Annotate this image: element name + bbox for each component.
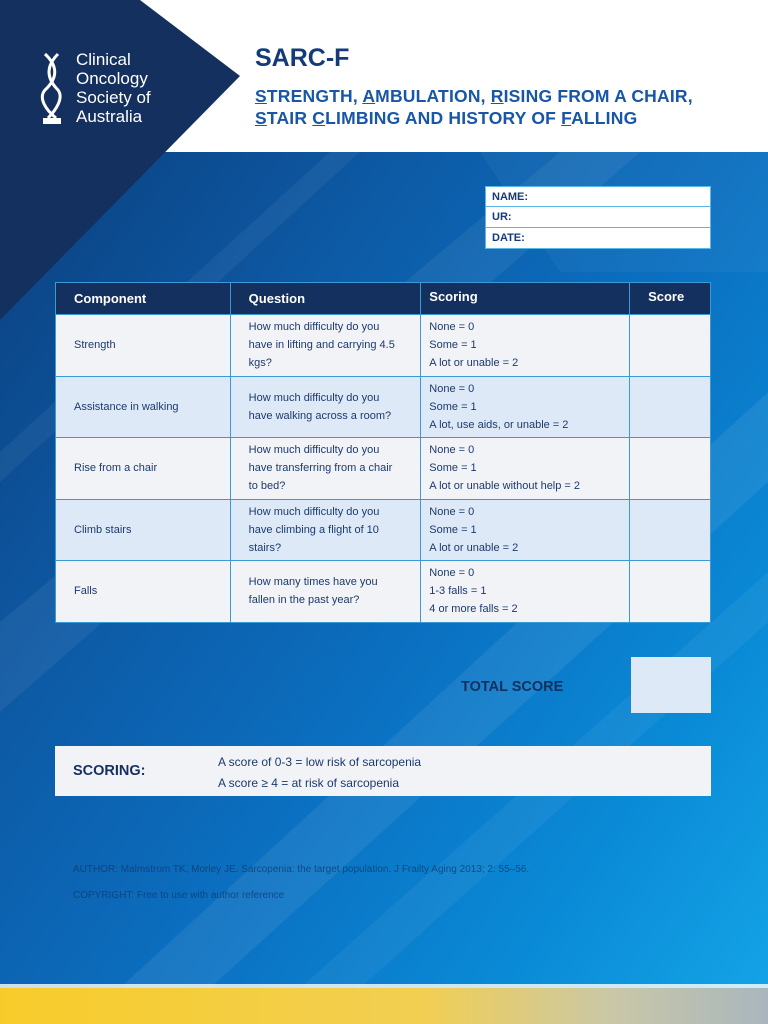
- table-row: [56, 315, 711, 377]
- component-cell: Falls: [56, 561, 231, 623]
- organization-line-4: Australia: [76, 107, 143, 126]
- scoring-option: 1-3 falls = 1: [429, 585, 487, 598]
- table-row: [56, 561, 711, 623]
- scoring-legend: [55, 746, 711, 796]
- score-input-cell[interactable]: [630, 376, 711, 438]
- scoring-option: Some = 1: [429, 523, 477, 536]
- header-component: Component: [56, 283, 231, 315]
- name-field[interactable]: [485, 186, 711, 207]
- author-reference: AUTHOR: Malmstrom TK, Morley JE. Sarcopenia: the target population. J Frailty Aging 2013; 2: 55–56.: [73, 864, 530, 875]
- component-cell: Assistance in walking: [56, 376, 231, 438]
- scoring-option: 4 or more falls = 2: [429, 603, 518, 616]
- ur-field[interactable]: [485, 207, 711, 228]
- logo-icon: [40, 52, 64, 126]
- header-scoring: Scoring: [421, 283, 630, 315]
- table-row: [56, 438, 711, 500]
- table-row: [56, 376, 711, 438]
- copyright-note: COPYRIGHT: Free to use with author reference: [73, 890, 285, 901]
- patient-details-box: [485, 186, 711, 249]
- page-title: SARC-F: [255, 44, 350, 72]
- scoring-cell: [421, 376, 630, 438]
- question-cell: How much difficulty do you have walking across a room?: [230, 376, 421, 438]
- date-label: DATE:: [492, 232, 525, 244]
- score-input-cell[interactable]: [630, 499, 711, 561]
- scoring-option: Some = 1: [429, 462, 477, 475]
- scoring-cell: [421, 561, 630, 623]
- date-field[interactable]: [485, 228, 711, 249]
- ur-label: UR:: [492, 211, 512, 223]
- scoring-rule-low: A score of 0-3 = low risk of sarcopenia: [218, 755, 422, 769]
- scoring-option: A lot or unable without help = 2: [429, 480, 581, 493]
- scoring-cell: [421, 438, 630, 500]
- total-score-label: TOTAL SCORE: [461, 679, 564, 695]
- scoring-label: SCORING:: [73, 763, 146, 779]
- footer-bar: [0, 988, 768, 1024]
- scoring-option: None = 0: [429, 382, 475, 395]
- scoring-cell: [421, 499, 630, 561]
- assessment-table: [55, 282, 711, 623]
- question-cell: How much difficulty do you have in lifting and carrying 4.5 kgs?: [230, 315, 421, 377]
- organization-name: [76, 50, 206, 126]
- scoring-rule-high: A score ≥ 4 = at risk of sarcopenia: [218, 776, 400, 790]
- scoring-option: A lot or unable = 2: [429, 357, 519, 370]
- logo-panel: [0, 0, 240, 320]
- scoring-option: None = 0: [429, 321, 475, 334]
- subtitle-line-2: STAIR CLIMBING AND HISTORY OF FALLING: [255, 108, 638, 128]
- header-score: Score: [630, 283, 711, 315]
- score-input-cell[interactable]: [630, 561, 711, 623]
- scoring-option: Some = 1: [429, 400, 477, 413]
- score-input-cell[interactable]: [630, 438, 711, 500]
- scoring-option: None = 0: [429, 444, 475, 457]
- name-label: NAME:: [492, 190, 529, 203]
- organization-line-1: Clinical: [76, 50, 131, 69]
- question-cell: How much difficulty do you have transferring from a chair to bed?: [230, 438, 421, 500]
- total-score-input[interactable]: [631, 657, 711, 713]
- scoring-option: None = 0: [429, 567, 475, 580]
- question-cell: How much difficulty do you have climbing a flight of 10 stairs?: [230, 499, 421, 561]
- table-header-row: [56, 283, 711, 315]
- scoring-cell: [421, 315, 630, 377]
- table-row: [56, 499, 711, 561]
- header-question: Question: [230, 283, 421, 315]
- scoring-rules: [218, 752, 421, 794]
- question-cell: How many times have you fallen in the past year?: [230, 561, 421, 623]
- component-cell: Strength: [56, 315, 231, 377]
- score-input-cell[interactable]: [630, 315, 711, 377]
- component-cell: Climb stairs: [56, 499, 231, 561]
- organization-line-2: Oncology: [76, 69, 148, 88]
- scoring-option: A lot or unable = 2: [429, 541, 519, 554]
- subtitle-line-1: STRENGTH, AMBULATION, RISING FROM A CHAIR,: [255, 86, 693, 106]
- scoring-option: None = 0: [429, 505, 475, 518]
- scoring-option: A lot, use aids, or unable = 2: [429, 418, 569, 431]
- scoring-option: Some = 1: [429, 339, 477, 352]
- component-cell: Rise from a chair: [56, 438, 231, 500]
- page-subtitle: [255, 85, 693, 129]
- organization-line-3: Society of: [76, 88, 151, 107]
